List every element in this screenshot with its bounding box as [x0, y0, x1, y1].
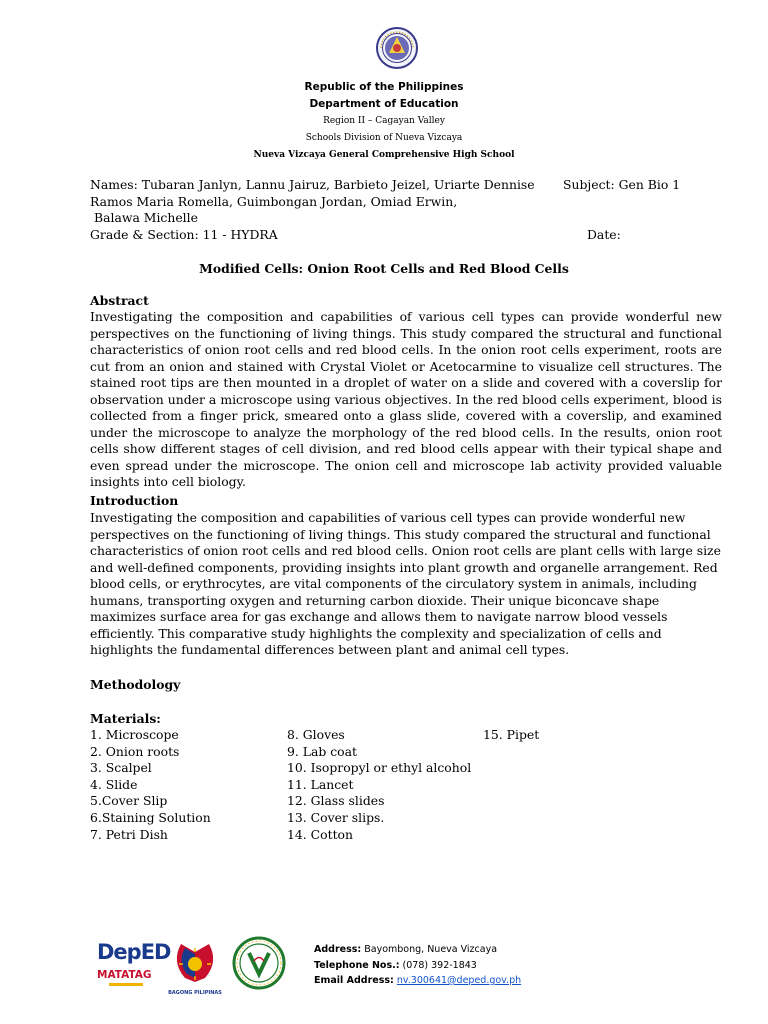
names-line-2: Ramos Maria Romella, Guimbongan Jordan, Omiad Erwin, — [90, 194, 458, 209]
introduction-heading: Introduction — [90, 493, 179, 508]
list-item: 8. Gloves — [287, 727, 345, 742]
list-item: 13. Cover slips. — [287, 809, 385, 825]
address-value: Bayombong, Nueva Vizcaya — [364, 944, 498, 955]
abstract-text: Investigating the composition and capabilities of various cell types can provide wonderful new perspectives on the functioning of living things. This study compared the structural and functional characteristics of onion root cells and red blood cells. In the onion root cells experiment, roots are cut from an onion and stained with Crystal Violet or Acetocarmine to visualize cell structures. The stained root tips are then mounted in a droplet of water on a slide and covered with a coverslip for observation under a microscope using various objectives. In the red blood cells experiment, blood is collected from a finger prick, smeared onto a glass slide, covered with a coverslip, and examined under the microscope to analyze the morphology of the red blood cells. In the results, onion root cells show different stages of cell division, and red blood cells appear with their typical shape and even spread under the microscope. The onion cell and microscope lab activity provided valuable insights into cell biology. — [90, 309, 722, 489]
phone-label: Telephone Nos.: — [314, 959, 400, 971]
email-link[interactable]: nv.300641@deped.gov.ph — [396, 975, 522, 986]
school-seal-icon — [232, 936, 286, 990]
list-item: 3. Scalpel — [90, 760, 152, 776]
abstract-heading: Abstract — [90, 293, 149, 308]
list-item: 9. Lab coat — [287, 743, 358, 759]
list-item: 11. Lancet — [287, 776, 354, 792]
address-label: Address: — [314, 944, 362, 955]
phone-line — [314, 958, 521, 974]
header-region: Region II – Cagayan Valley — [323, 116, 445, 126]
materials-column-3 — [483, 727, 539, 744]
address-line — [314, 942, 521, 958]
materials-heading: Materials: — [90, 711, 161, 726]
contact-info — [314, 942, 521, 989]
header-republic: Republic of the Philippines — [304, 81, 464, 93]
subject: Subject: Gen Bio 1 — [563, 177, 681, 192]
list-item: 5.Cover Slip — [90, 793, 168, 809]
header-division: Schools Division of Nueva Vizcaya — [305, 133, 463, 143]
deped-seal-icon — [376, 23, 418, 73]
document-title: Modified Cells: Onion Root Cells and Red Blood Cells — [199, 261, 569, 276]
list-item: 12. Glass slides — [287, 793, 385, 809]
header-department: Department of Education — [309, 98, 459, 110]
names-line-3: Balawa Michelle — [94, 210, 198, 225]
list-item: 15. Pipet — [483, 727, 540, 742]
grade-section: Grade & Section: 11 - HYDRA — [90, 227, 278, 242]
list-item: 14. Cotton — [287, 826, 353, 842]
materials-column-2 — [287, 727, 471, 843]
bagong-pilipinas-logo-icon — [167, 936, 223, 988]
email-line — [314, 973, 521, 989]
date-label: Date: — [587, 227, 621, 242]
list-item: 7. Petri Dish — [90, 826, 168, 842]
header-school: Nueva Vizcaya General Comprehensive High School — [253, 150, 515, 160]
email-label: Email Address: — [314, 975, 394, 986]
phone-value: (078) 392-1843 — [402, 959, 477, 971]
introduction-text: Investigating the composition and capabilities of various cell types can provide wonderful new perspectives on the functioning of living things. This study compared the structural and functional characteristics of onion root cells and red blood cells. Onion root cells are plant cells with large size and well-defined components, providing insights into plant growth and organelle arrangement. Red blood cells, or erythrocytes, are vital components of the circulatory system in animals, including humans, transporting oxygen and returning carbon dioxide. Their unique biconcave shape maximizes surface area for gas exchange and allows them to navigate narrow blood vessels efficiently. This comparative study highlights the complexity and specialization of cells and highlights the fundamental differences between plant and animal cell types. — [90, 510, 721, 657]
deped-logo-text: DepED — [97, 940, 171, 964]
names-line-1: Names: Tubaran Janlyn, Lannu Jairuz, Barbieto Jeizel, Uriarte Dennise — [90, 177, 535, 192]
matatag-text: MATATAG — [97, 969, 152, 981]
deped-matatag-logo — [97, 940, 171, 994]
list-item: 10. Isopropyl or ethyl alcohol — [287, 760, 472, 776]
list-item: 4. Slide — [90, 776, 138, 792]
list-item: 6.Staining Solution — [90, 809, 211, 825]
bagong-pilipinas-text: BAGONG PILIPINAS — [168, 990, 222, 996]
list-item: 2. Onion roots — [90, 743, 180, 759]
list-item: 1. Microscope — [90, 727, 179, 742]
materials-column-1 — [90, 727, 211, 843]
methodology-heading: Methodology — [90, 677, 181, 692]
